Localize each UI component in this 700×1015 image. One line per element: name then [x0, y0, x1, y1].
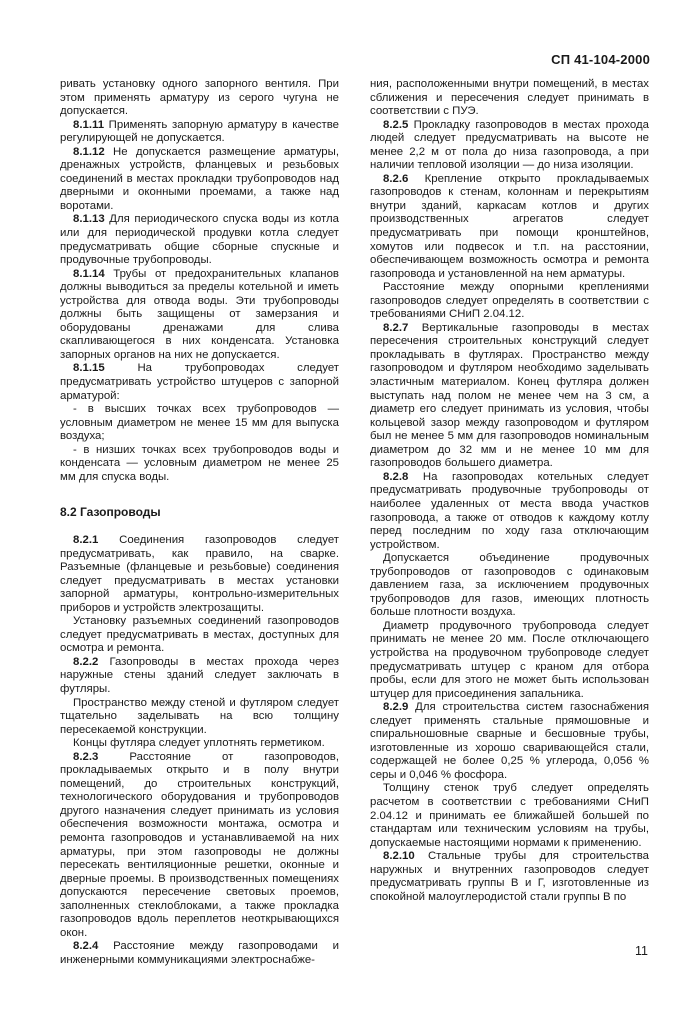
- paragraph: ния, расположенными внутри помещений, в местах сближения и пересечения следует принимать в соответствии с ПУЭ.: [370, 78, 649, 118]
- clause-8-2-10: 8.2.10 Стальные трубы для строительства наружных и внутренних газопроводов следует предусматривать группы В и Г, изготовленные из спокойной малоуглеродистой стали группы В по: [370, 850, 649, 903]
- clause-8-1-14: 8.1.14 Трубы от предохранительных клапанов должны выводиться за пределы котельной и иметь устройства для отвода воды. Эти трубопроводы должны быть защищены от замерзания и оборудованы дренажами для слива скапливающегося в них конденсата. Установка запорных органов на них не допускается.: [60, 267, 339, 361]
- clause-8-2-1: 8.2.1 Соединения газопроводов следует предусматривать, как правило, на сварке. Разъемные (фланцевые и резьбовые) соединения следует предусматривать в местах установки запорной арматуры, контрольно-измерительных приборов и устройств электрозащиты.: [60, 533, 339, 614]
- paragraph: Диаметр продувочного трубопровода следует принимать не менее 20 мм. После отключающего устройства на продувочном трубопроводе следует предусматривать штуцер с краном для отбора пробы, если для этого не может быть использован штуцер для присоединения запальника.: [370, 619, 649, 700]
- clause-8-1-12: 8.1.12 Не допускается размещение арматуры, дренажных устройств, фланцевых и резьбовых соединений в местах прокладки трубопроводов над дверными и оконными проемами, а также над воротами.: [60, 145, 339, 212]
- clause-number: 8.2.7: [383, 321, 409, 334]
- clause-8-1-15: 8.1.15 На трубопроводах следует предусматривать устройство штуцеров с запорной арматурой:: [60, 362, 339, 402]
- paragraph: Толщину стенок труб следует определять расчетом в соответствии с требованиями СНиП 2.04.12 и принимать ее ближайшей большей по стандартам или техническим условиям на трубы, допускаемые настоящими нормами к применению.: [370, 782, 649, 849]
- clause-number: 8.2.6: [383, 172, 409, 185]
- list-item: - в низших точках всех трубопроводов воды и конденсата — условным диаметром не менее 25 мм для спуска воды.: [60, 443, 339, 483]
- paragraph: Концы футляра следует уплотнять герметиком.: [73, 737, 325, 750]
- list-item: - в высших точках всех трубопроводов — условным диаметром не менее 15 мм для выпуска воздуха;: [60, 403, 339, 443]
- clause-number: 8.2.5: [383, 118, 409, 131]
- paragraph: ривать установку одного запорного вентиля. При этом применять арматуру из серого чугуна не допускается.: [60, 78, 339, 118]
- clause-8-2-2: 8.2.2 Газопроводы в местах прохода через наружные стены зданий следует заключать в футляры.: [60, 655, 339, 695]
- clause-number: 8.2.4: [73, 940, 99, 953]
- clause-8-1-13: 8.1.13 Для периодического спуска воды из котла или для периодической продувки котла следует предусматривать общие сборные спускные и продувочные трубопроводы.: [60, 213, 339, 267]
- clause-number: 8.2.8: [383, 470, 409, 483]
- clause-number: 8.2.9: [383, 701, 409, 714]
- clause-8-2-8: 8.2.8 На газопроводах котельных следует предусматривать продувочные трубопроводы от наиболее удаленных от места ввода участков газопровода, а также от отводов к каждому котлу перед последним по ходу газа отключающим устройством.: [370, 470, 649, 551]
- clause-number: 8.2.2: [73, 655, 99, 668]
- clause-8-2-5: 8.2.5 Прокладку газопроводов в местах прохода людей следует предусматривать на высоте не менее 2,2 м от пола до низа газопровода, а при наличии тепловой изоляции — до низа изоляции.: [370, 118, 649, 172]
- left-column: [60, 78, 339, 967]
- page-number: 11: [635, 944, 648, 958]
- clause-number: 8.1.11: [73, 118, 105, 131]
- clause-number: 8.1.14: [73, 267, 105, 280]
- clause-8-2-3: 8.2.3 Расстояние от газопроводов, прокладываемых открыто и в полу внутри помещений, до строительных конструкций, технологического оборудования и трубопроводов другого назначения следует принимать из условия обеспечения возможности монтажа, осмотра и ремонта газопроводов и устанавливаемой на них арматуры, при этом газопроводы не должны пересекать вентиляционные решетки, оконные и дверные проемы. В производственных помещениях допускаются пересечение световых проемов, заполненных стеклоблоками, а также прокладка газопроводов вдоль переплетов неоткрывающихся окон.: [60, 750, 339, 939]
- clause-8-2-7: 8.2.7 Вертикальные газопроводы в местах пересечения строительных конструкций следует прокладывать в футлярах. Пространство между газопроводом и футляром необходимо заделывать эластичным материалом. Конец футляра должен выступать над полом не менее чем на 3 см, а диаметр его следует принимать из условия, чтобы кольцевой зазор между газопроводом и футляром был не менее 5 мм для газопроводов номинальным диаметром до 32 мм и не менее 10 мм для газопроводов большего диаметра.: [370, 321, 649, 470]
- clause-number: 8.1.12: [73, 145, 105, 158]
- clause-8-2-4: 8.2.4 Расстояние между газопроводами и инженерными коммуникациями электроснабже-: [60, 940, 339, 966]
- paragraph: Допускается объединение продувочных трубопроводов от газопроводов с одинаковым давлением газа, за исключением продувочных трубопроводов для газов, имеющих плотность больше плотности воздуха.: [370, 552, 649, 619]
- paragraph: Установку разъемных соединений газопроводов следует предусматривать в местах, доступных для осмотра и ремонта.: [60, 615, 339, 655]
- paragraph: Расстояние между опорными креплениями газопроводов следует определять в соответствии с требованиями СНиП 2.04.12.: [370, 281, 649, 321]
- document-code: СП 41-104-2000: [551, 52, 650, 67]
- paragraph: Пространство между стеной и футляром следует тщательно заделывать на всю толщину пересекаемой конструкции.: [60, 696, 339, 736]
- clause-8-1-11: 8.1.11 Применять запорную арматуру в качестве регулирующей не допускается.: [60, 118, 339, 145]
- clause-number: 8.2.1: [73, 533, 99, 546]
- right-column: [370, 78, 649, 904]
- clause-number: 8.2.10: [383, 850, 415, 863]
- clause-number: 8.1.15: [73, 362, 105, 375]
- clause-number: 8.1.13: [73, 213, 105, 226]
- clause-8-2-6: 8.2.6 Крепление открыто прокладываемых газопроводов к стенам, колоннам и перекрытиям внутри зданий, каркасам котлов и других производственных агрегатов следует предусматривать при помощи кронштейнов, хомутов или подвесок и т.п. на расстоянии, обеспечивающем возможность осмотра и ремонта газопровода и установленной на нем арматуры.: [370, 172, 649, 280]
- clause-8-2-9: 8.2.9 Для строительства систем газоснабжения следует применять стальные прямошовные и спиральношовные сварные и бесшовные трубы, изготовленные из хорошо сваривающейся стали, содержащей не более 0,25 % углерода, 0,056 % серы и 0,046 % фосфора.: [370, 701, 649, 781]
- clause-number: 8.2.3: [73, 750, 99, 763]
- section-title: 8.2 Газопроводы: [60, 505, 161, 520]
